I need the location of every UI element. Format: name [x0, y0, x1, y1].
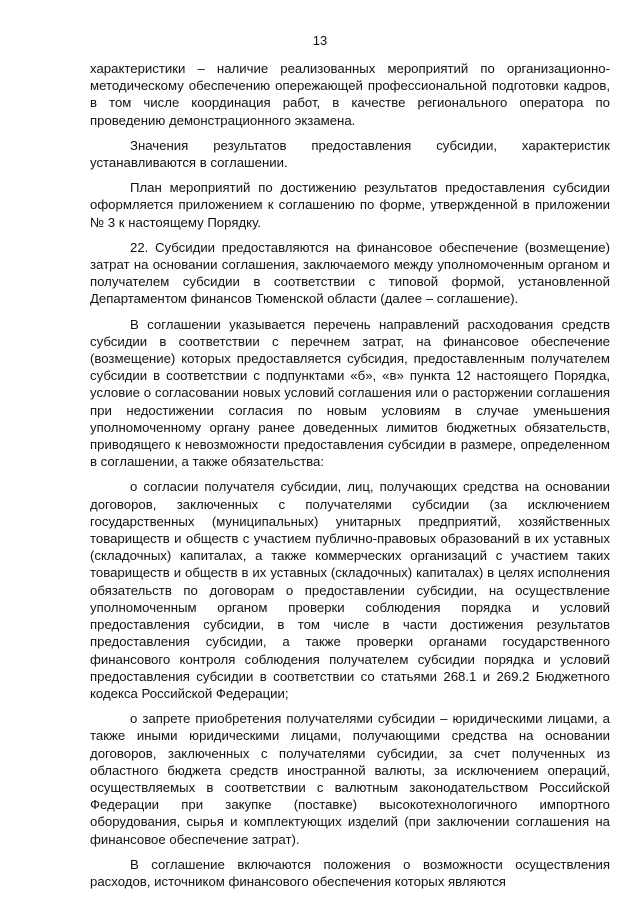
paragraph-result-values: Значения результатов предоставления субсидии, характеристик устанавливаются в соглашении.: [90, 137, 610, 171]
paragraph-clause-22: 22. Субсидии предоставляются на финансовое обеспечение (возмещение) затрат на основании соглашения, заключаемого между уполномоченным органом и получателем субсидии в соответствии с типовой формой, установленной Департаментом финансов Тюменской области (далее – соглашение).: [90, 239, 610, 307]
page-number: 13: [312, 33, 328, 48]
paragraph-characteristics: характеристики – наличие реализованных мероприятий по организационно-методическому обеспечению опережающей профессиональной подготовки кадров, в том числе координация работ, в качестве регионального оператора по проведению демонстрационного экзамена.: [90, 61, 610, 128]
paragraph-consent-obligation: о согласии получателя субсидии, лиц, получающих средства на основании договоров, заключенных с получателями субсидии (за исключением государственных (муниципальных) унитарных предприятий, хозяйственных товариществ и обществ с участием публично-правовых образований в их уставных (складочных) капиталах, а также коммерческих организаций с участием таких товариществ и обществ в их уставных (складочных) капиталах) в целях исполнения обязательств по договорам о предоставлении субсидии, на осуществление уполномоченным органом проверки соблюдения порядка и условий предоставления субсидии, в том числе в части достижения результатов предоставления субсидии, а также проверки органами государственного финансового контроля соблюдения получателем субсидии порядка и условий предоставления субсидии в соответствии со статьями 268.1 и 269.2 Бюджетного кодекса Российской Федерации;: [90, 479, 610, 701]
document-body: [90, 60, 610, 898]
paragraph-currency-prohibition: о запрете приобретения получателями субсидии – юридическими лицами, а также иными юридическими лицами, получающими средства на основании договоров, заключенных с получателями субсидии, за счет полученных из областного бюджета средств иностранной валюты, за исключением операций, осуществляемых в соответствии с валютным законодательством Российской Федерации при закупке (поставке) высокотехнологичного импортного оборудования, сырья и комплектующих изделий (при заключении соглашения на финансовое обеспечение затрат).: [90, 711, 610, 847]
paragraph-agreement-directions: В соглашении указывается перечень направлений расходования средств субсидии в соответствии с перечнем затрат, на финансовое обеспечение (возмещение) которых предоставляется субсидия, предоставленным получателем субсидии в соответствии с подпунктами «б», «в» пункта 12 настоящего Порядка, условие о согласовании новых условий соглашения или о расторжении соглашения при недостижении согласия по новым условиям в случае уменьшения уполномоченному органу ранее доведенных лимитов бюджетных обязательств, приводящего к невозможности предоставления субсидии в размере, определенном в соглашении, а также обязательства:: [90, 316, 610, 470]
paragraph-action-plan: План мероприятий по достижению результатов предоставления субсидии оформляется приложением к соглашению по форме, утвержденной в приложении № 3 к настоящему Порядку.: [90, 180, 610, 230]
paragraph-expenses-provision: В соглашение включаются положения о возможности осуществления расходов, источником финансового обеспечения которых являются: [90, 856, 610, 889]
